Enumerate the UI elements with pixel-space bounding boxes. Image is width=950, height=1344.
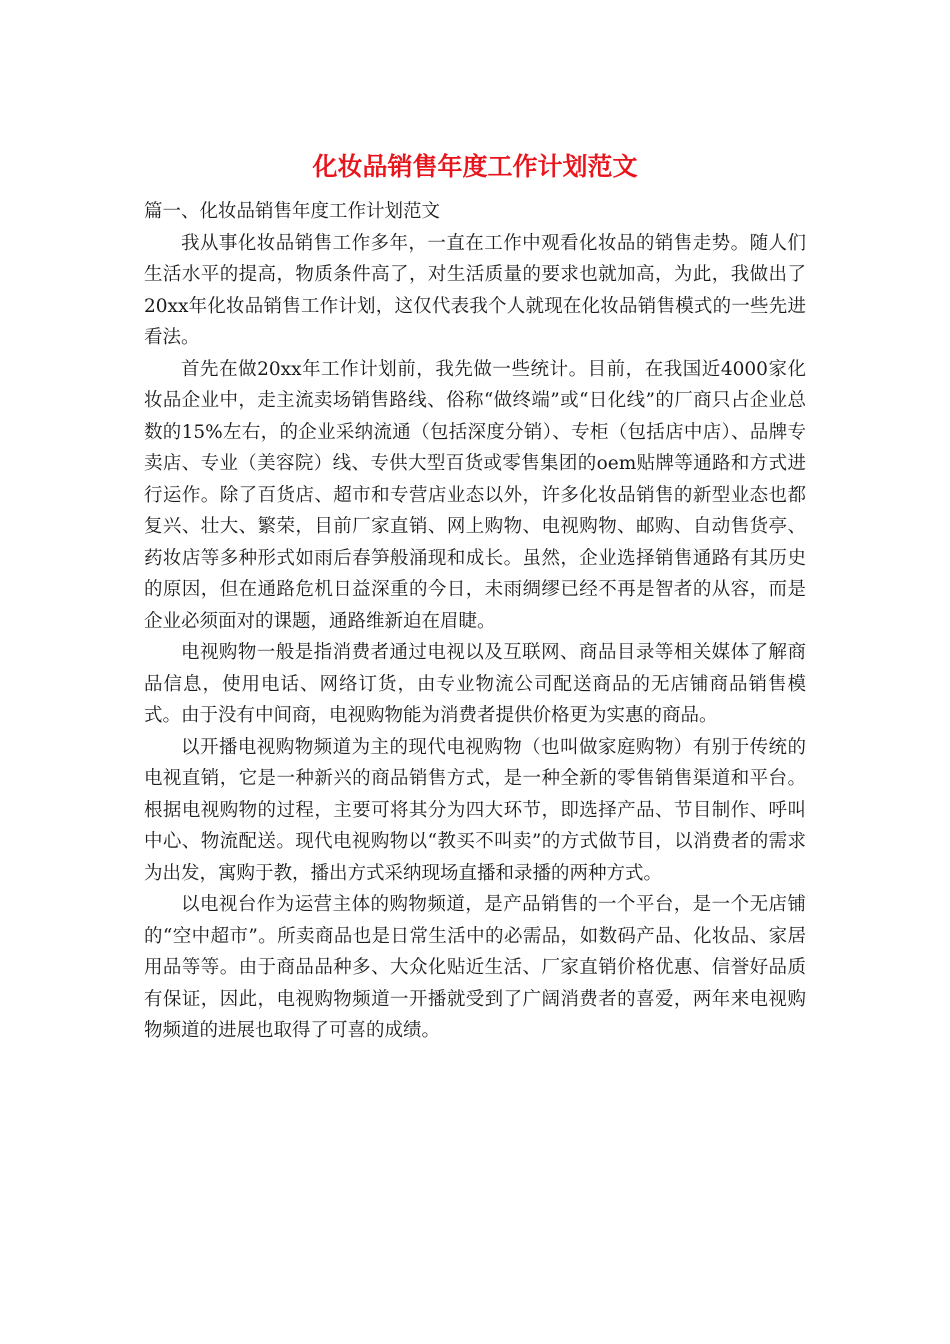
paragraph: 电视购物一般是指消费者通过电视以及互联网、商品目录等相关媒体了解商品信息，使用电话、网络订货，由专业物流公司配送商品的无店铺商品销售模式。由于没有中间商，电视购物能为消费者提供价格更为实惠的商品。 [144,642,806,726]
document-title: 化妆品销售年度工作计划范文 [312,152,638,181]
section-heading: 篇一、化妆品销售年度工作计划范文 [144,201,441,222]
paragraph: 我从事化妆品销售工作多年，一直在工作中观看化妆品的销售走势。随人们生活水平的提高，物质条件高了，对生活质量的要求也就加高，为此，我做出了20xx年化妆品销售工作计划，这仅代表我个人就现在化妆品销售模式的一些先进看法。 [144,232,806,348]
document-body [144,196,806,1047]
paragraph: 首先在做20xx年工作计划前，我先做一些统计。目前，在我国近4000家化妆品企业中，走主流卖场销售路线、俗称“做终端”或“日化线”的厂商只占企业总数的15%左右，的企业采纳流通（包括深度分销）、专柜（包括店中店）、品牌专卖店、专业（美容院）线、专供大型百货或零售集团的oem贴牌等通路和方式进行运作。除了百货店、超市和专营店业态以外，许多化妆品销售的新型业态也都复兴、壮大、繁荣，目前厂家直销、网上购物、电视购物、邮购、自动售货亭、药妆店等多种形式如雨后春笋般涌现和成长。虽然，企业选择销售通路有其历史的原因，但在通路危机日益深重的今日，未雨绸缪已经不再是智者的从容，而是企业必须面对的课题，通路维新迫在眉睫。 [144,358,806,632]
paragraph: 以电视台作为运营主体的购物频道，是产品销售的一个平台，是一个无店铺的“空中超市”。所卖商品也是日常生活中的必需品，如数码产品、化妆品、家居用品等等。由于商品品种多、大众化贴近生活、厂家直销价格优惠、信誉好品质有保证，因此，电视购物频道一开播就受到了广阔消费者的喜爱，两年来电视购物频道的进展也取得了可喜的成绩。 [144,894,806,1041]
paragraph: 以开播电视购物频道为主的现代电视购物（也叫做家庭购物）有别于传统的电视直销，它是一种新兴的商品销售方式，是一种全新的零售销售渠道和平台。根据电视购物的过程，主要可将其分为四大环节，即选择产品、节目制作、呼叫中心、物流配送。现代电视购物以“教买不叫卖”的方式做节目，以消费者的需求为出发，寓购于教，播出方式采纳现场直播和录播的两种方式。 [144,736,806,884]
